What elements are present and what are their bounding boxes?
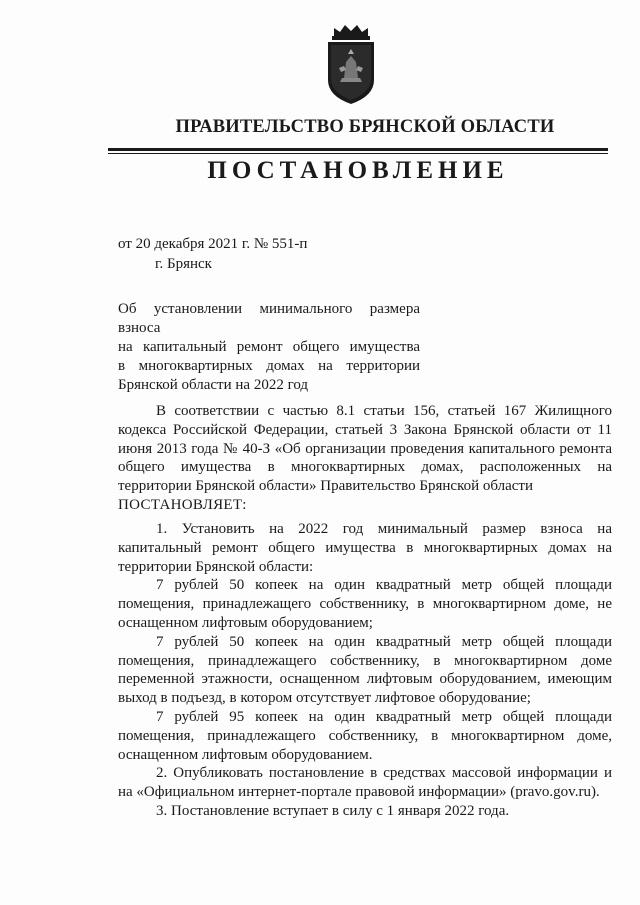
preamble-paragraph: В соответствии с частью 8.1 статьи 156, статьей 167 Жилищного кодекса Российской Федерации, статьей 3 Закона Брянской области от 11 июня 2013 года № 40-З «Об организации проведения капитального ремонта общего имущества в многоквартирных домах, расположенных на территории Брянской области» Правительство Брянской области xyxy=(118,403,612,495)
resolution-items xyxy=(118,520,612,821)
document-type-title: ПОСТАНОВЛЕНИЕ xyxy=(207,157,509,184)
subject-line-4: Брянской области на 2022 год xyxy=(118,377,309,393)
subject-heading xyxy=(118,300,420,395)
item-1: 1. Установить на 2022 год минимальный размер взноса на капитальный ремонт общего имущества в многоквартирных домах на территории Брянской области: xyxy=(118,521,612,575)
rate-1: 7 рублей 50 копеек на один квадратный метр общей площади помещения, принадлежащего собственнику, в многоквартирном доме, не оснащенном лифтовым оборудованием; xyxy=(118,577,612,631)
item-2: 2. Опубликовать постановление в средствах массовой информации и на «Официальном интернет-портале правовой информации» (pravo.gov.ru). xyxy=(118,765,612,801)
rate-2: 7 рублей 50 копеек на один квадратный метр общей площади помещения, принадлежащего собственнику, в многоквартирном доме переменной этажности, оснащенном лифтовым оборудованием, имеющим выход в подъезд, в котором отсутствует лифтовое оборудование; xyxy=(118,633,612,707)
item-3: 3. Постановление вступает в силу с 1 января 2022 года. xyxy=(156,802,510,819)
subject-line-1: Об установлении минимального размера взноса xyxy=(118,301,420,336)
subject-line-3: в многоквартирных домах на территории xyxy=(118,358,420,374)
preamble-block xyxy=(118,402,612,515)
subject-line-2: на капитальный ремонт общего имущества xyxy=(118,339,420,355)
date-and-number: от 20 декабря 2021 г. № 551-п xyxy=(118,236,308,252)
decree-word: ПОСТАНОВЛЯЕТ: xyxy=(118,496,247,513)
header-rule-thin xyxy=(108,153,608,154)
place-of-issue: г. Брянск xyxy=(155,256,212,272)
rate-3: 7 рублей 95 копеек на один квадратный метр общей площади помещения, принадлежащего собственнику, в многоквартирном доме, оснащенном лифтовым оборудованием. xyxy=(118,708,612,763)
header-rule-thick xyxy=(108,148,608,151)
bryansk-coat-of-arms-icon xyxy=(320,22,382,106)
government-name: ПРАВИТЕЛЬСТВО БРЯНСКОЙ ОБЛАСТИ xyxy=(175,117,555,137)
